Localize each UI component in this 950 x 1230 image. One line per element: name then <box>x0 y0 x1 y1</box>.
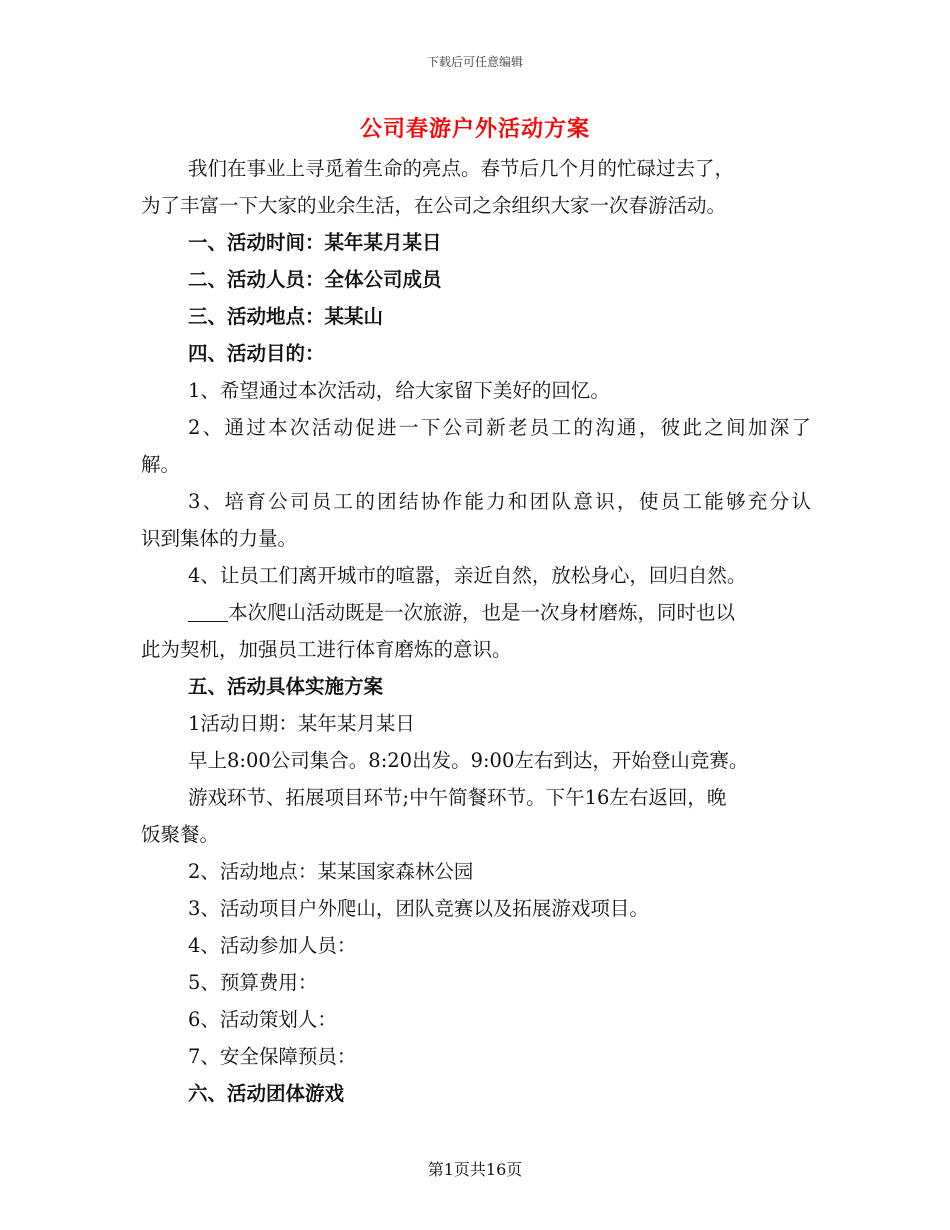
purpose-note-text: 本次爬山活动既是一次旅游，也是一次身材磨炼，同时也以 <box>228 601 736 624</box>
section-3-heading: 三、活动地点：某某山 <box>188 305 384 328</box>
document-body <box>141 150 811 1112</box>
purpose-note-line-1 <box>141 594 811 631</box>
plan-item-5: 5、预算费用： <box>188 971 318 994</box>
plan-item-2: 2、活动地点：某某国家森林公园 <box>188 860 474 883</box>
plan-item-4: 4、活动参加人员： <box>188 934 357 957</box>
section-1-heading: 一、活动时间：某年某月某日 <box>188 231 442 254</box>
purpose-item-3-line-2: 识到集体的力量。 <box>141 527 298 550</box>
plan-date: 1活动日期：某年某月某日 <box>188 712 415 735</box>
plan-item-6: 6、活动策划人： <box>188 1008 337 1031</box>
blank-underline <box>188 601 228 622</box>
section-6-heading: 六、活动团体游戏 <box>188 1082 345 1105</box>
plan-item-7: 7、安全保障预员： <box>188 1045 357 1068</box>
purpose-item-2-line-1: 2、通过本次活动促进一下公司新老员工的沟通，彼此之间加深了 <box>188 416 811 439</box>
section-2-heading: 二、活动人员：全体公司成员 <box>188 268 442 291</box>
purpose-note-line-2: 此为契机，加强员工进行体育磨炼的意识。 <box>141 638 512 661</box>
document-title: 公司春游户外活动方案 <box>359 116 590 142</box>
page-number-footer: 第1页共16页 <box>427 1160 523 1179</box>
plan-schedule-line-3: 饭聚餐。 <box>141 823 220 846</box>
section-5-heading: 五、活动具体实施方案 <box>188 675 384 698</box>
section-4-heading: 四、活动目的： <box>188 342 325 365</box>
purpose-item-3-line-1: 3、培育公司员工的团结协作能力和团队意识，使员工能够充分认 <box>188 490 811 513</box>
plan-schedule-line-1: 早上8:00公司集合。8:20出发。9:00左右到达，开始登山竞赛。 <box>188 749 749 772</box>
plan-item-3: 3、活动项目户外爬山，团队竞赛以及拓展游戏项目。 <box>188 897 649 920</box>
plan-schedule-line-2: 游戏环节、拓展项目环节;中午简餐环节。下午16左右返回，晚 <box>188 786 727 809</box>
purpose-item-1: 1、希望通过本次活动，给大家留下美好的回忆。 <box>188 379 610 402</box>
purpose-item-4: 4、让员工们离开城市的喧嚣，亲近自然，放松身心，回归自然。 <box>188 564 747 587</box>
purpose-item-2-line-2: 解。 <box>141 453 181 476</box>
intro-paragraph-line-2: 为了丰富一下大家的业余生活，在公司之余组织大家一次春游活动。 <box>141 194 727 217</box>
intro-paragraph-line-1: 我们在事业上寻觅着生命的亮点。春节后几个月的忙碌过去了， <box>188 157 735 180</box>
header-note: 下载后可任意编辑 <box>426 55 523 69</box>
